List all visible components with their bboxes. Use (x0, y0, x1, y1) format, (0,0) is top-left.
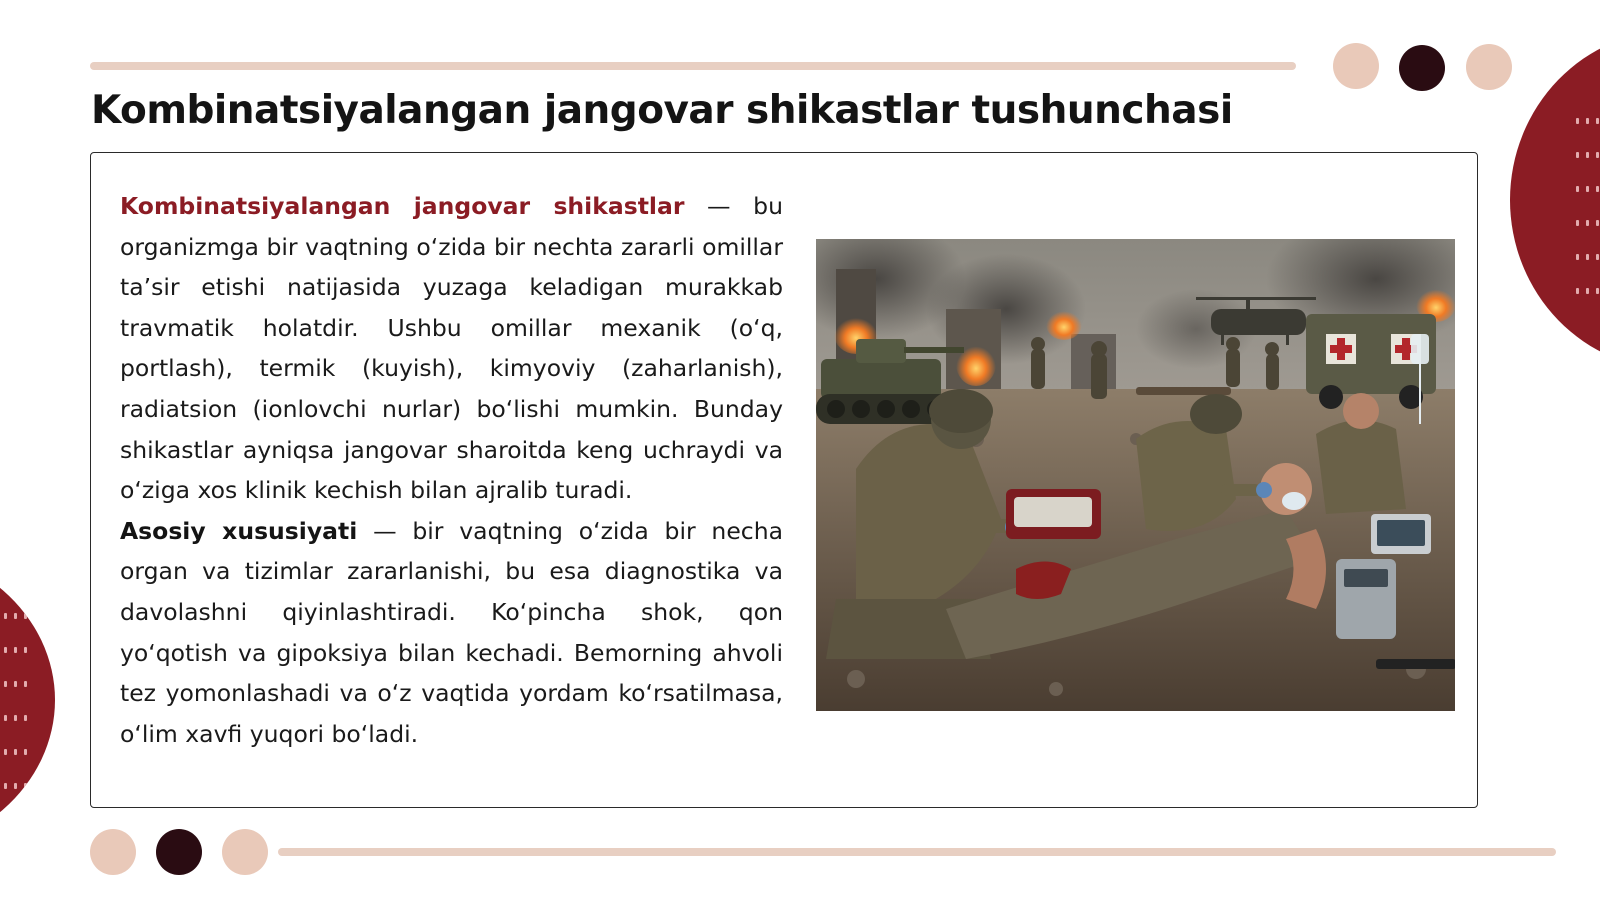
bottom-dot-3 (222, 829, 268, 875)
right-decoration-circle (1510, 30, 1600, 370)
left-dot-pattern (4, 613, 28, 789)
left-decoration-circle (0, 545, 55, 855)
top-dot-1 (1333, 43, 1379, 89)
definition-text: — bu organizmga bir vaqtning o‘zida bir nechta zararli omillar ta’sir etishi natijasida yuzaga keladigan murakkab travmatik holatdir. Ushbu omillar mexanik (o‘q, portlash), termik (kuyish), kimyoviy (zaharlanish), radiatsion (ionlovchi nurlar) bo‘lishi mumkin. Bunday shikastlar ayniqsa jangovar sharoitda keng uchraydi va o‘ziga xos klinik kechish bilan ajralib turadi. (120, 192, 783, 505)
bottom-dot-2 (156, 829, 202, 875)
battlefield-medic-photo (816, 239, 1455, 711)
slide-title: Kombinatsiyalangan jangovar shikastlar tushunchasi (91, 88, 1233, 133)
text-column (120, 186, 783, 754)
right-dot-pattern (1576, 118, 1600, 294)
top-dot-2 (1399, 45, 1445, 91)
top-decoration-bar (90, 62, 1296, 70)
paragraph-definition (120, 186, 783, 511)
bottom-decoration-bar (278, 848, 1556, 856)
bottom-dot-1 (90, 829, 136, 875)
paragraph-feature (120, 511, 783, 755)
top-dot-3 (1466, 44, 1512, 90)
feature-text: — bir vaqtning o‘zida bir necha organ va tizimlar zararlanishi, bu esa diagnostika va davolashni qiyinlashtiradi. Ko‘pincha shok, qon yo‘qotish va gipoksiya bilan kechadi. Bemorning ahvoli tez yomonlashadi va o‘z vaqtida yordam ko‘rsatilmasa, o‘lim xavfi yuqori bo‘ladi. (120, 516, 783, 748)
feature-term: Asosiy xususiyati (120, 516, 358, 545)
definition-term: Kombinatsiyalangan jangovar shikastlar (120, 192, 685, 220)
